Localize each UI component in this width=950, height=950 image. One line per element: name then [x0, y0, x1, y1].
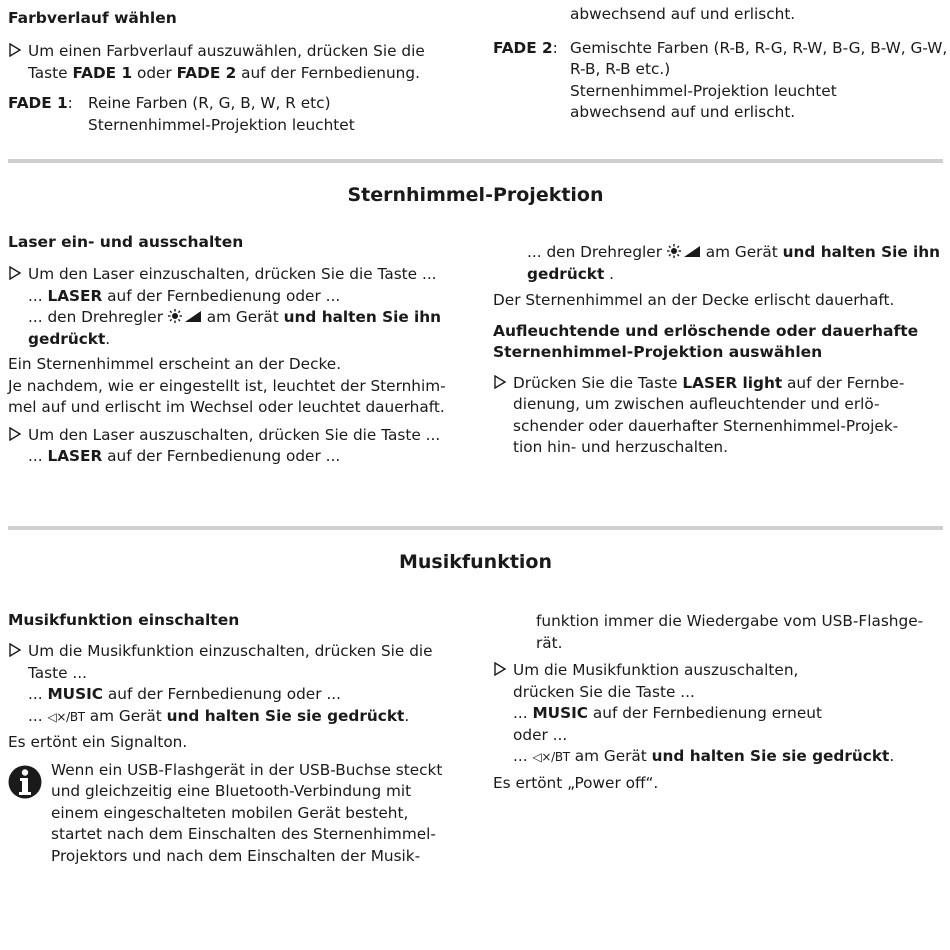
laser-mode-line-4: tion hin- und herzuschalten. — [513, 438, 728, 456]
laser-on-line-4: gedrückt. — [28, 329, 111, 348]
mute-bt-button-symbol: ◁×/BT — [47, 709, 85, 724]
bullet-triangle-icon — [8, 41, 28, 63]
laser-mode-line-2: dienung, um zwischen aufleuchtender und erlö- — [513, 395, 880, 413]
fade-heading: Farbverlauf wählen — [8, 9, 177, 27]
laser-paragraph-2: Je nachdem, wie er eingestellt ist, leuchtet der Sternhim- — [8, 376, 446, 395]
music-off-line-2: drücken Sie die Taste ... — [513, 682, 695, 701]
fade-column-right — [493, 4, 948, 124]
laser-column-left — [8, 232, 478, 468]
bullet-triangle-icon — [8, 264, 28, 286]
fade1-term: FADE 1: — [8, 94, 73, 112]
fade1-definition: FADE 1: Reine Farben (R, G, B, W, R etc) — [8, 93, 478, 115]
fade2-definition-line-4: abwechsend auf und erlischt. — [570, 103, 796, 121]
laser-off-line-4: gedrückt . — [527, 264, 614, 283]
bullet-triangle-icon — [493, 660, 513, 682]
section-divider — [8, 526, 943, 530]
fade2-definition-line-2: R-B, R-B etc.) — [570, 60, 671, 78]
fade1-definition-line-2: Sternenhimmel-Projektion leuchtet — [88, 115, 355, 134]
mute-bt-button-symbol: ◁×/BT — [532, 750, 570, 764]
music-off-line-3: ... MUSIC auf der Fernbedienung erneut — [513, 704, 822, 722]
laser-column-right — [493, 242, 943, 459]
info-line-4: startet nach dem Einschalten des Sternenhimmel- — [51, 825, 436, 843]
info-line-7: rät. — [536, 633, 563, 652]
music-on-line-2: Taste ... — [28, 663, 88, 682]
info-line-5: Projektors und nach dem Einschalten der Musik- — [51, 846, 421, 865]
music-on-line-1: Um die Musikfunktion einzuschalten, drücken Sie die — [8, 641, 478, 663]
music-on-line-4: ... ◁×/BT am Gerät und halten Sie sie gedrückt. — [28, 706, 410, 725]
laser-off-line-3: ... den Drehregler am Gerät und halten Sie ihn — [527, 243, 941, 261]
music-off-line-1: Um die Musikfunktion auszuschalten, — [493, 660, 943, 682]
laser-mode-line-1: Drücken Sie die Taste LASER light auf der Fernbe- — [493, 373, 943, 395]
fade2-term: FADE 2: — [493, 38, 558, 57]
info-note — [8, 760, 478, 868]
laser-heading: Laser ein- und ausschalten — [8, 233, 244, 251]
music-column-right — [493, 611, 943, 794]
info-icon — [8, 763, 42, 801]
fade-instruction-line-1: Um einen Farbverlauf auszuwählen, drücken Sie die — [8, 41, 478, 63]
laser-off-paragraph: Der Sternenhimmel an der Decke erlischt dauerhaft. — [493, 291, 895, 309]
bullet-triangle-icon — [8, 641, 28, 663]
info-line-1: Wenn ein USB-Flashgerät in der USB-Buchse steckt — [51, 760, 443, 779]
laser-paragraph-1: Ein Sternenhimmel erscheint an der Decke. — [8, 355, 342, 373]
fade2-definition: FADE 2: Gemischte Farben (R-B, R-G, R-W, B-G, B-W, G-W, — [493, 38, 943, 60]
brightness-knob-icon — [667, 243, 701, 261]
laser-on-line-2: ... LASER auf der Fernbedienung oder ... — [28, 286, 341, 305]
laser-mode-line-3: schender oder dauerhafter Sternenhimmel-Projek- — [513, 416, 899, 435]
bullet-triangle-icon — [8, 425, 28, 447]
music-heading: Musikfunktion einschalten — [8, 611, 240, 629]
fade-instruction-line-2: Taste FADE 1 oder FADE 2 auf der Fernbedienung. — [28, 63, 420, 82]
brightness-knob-icon — [168, 308, 202, 326]
laser-paragraph-3: mel auf und erlischt im Wechsel oder leuchtet dauerhaft. — [8, 398, 445, 416]
laser-off-line-1: Um den Laser auszuschalten, drücken Sie die Taste ... — [8, 425, 478, 447]
bullet-triangle-icon — [493, 373, 513, 395]
section-title-laser: Sternhimmel-Projektion — [347, 184, 604, 206]
music-off-line-4: oder ... — [513, 725, 568, 744]
music-off-paragraph: Es ertönt „Power off“. — [493, 773, 659, 792]
fade1-continued: abwechsend auf und erlischt. — [570, 5, 796, 23]
music-on-line-3: ... MUSIC auf der Fernbedienung oder ... — [28, 685, 341, 703]
music-column-left — [8, 610, 478, 868]
fade2-definition-line-3: Sternenhimmel-Projektion leuchtet — [570, 81, 837, 100]
laser-on-line-3: ... den Drehregler am Gerät und halten Sie ihn — [28, 308, 442, 326]
music-paragraph: Es ertönt ein Signalton. — [8, 733, 188, 751]
music-off-line-5: ... ◁×/BT am Gerät und halten Sie sie gedrückt. — [513, 747, 895, 765]
fade-column-left — [8, 8, 478, 136]
section-title-music: Musikfunktion — [398, 551, 553, 573]
info-line-2: und gleichzeitig eine Bluetooth-Verbindung mit — [51, 782, 412, 800]
section-divider — [8, 159, 943, 163]
laser-mode-heading-line-1: Aufleuchtende und erlöschende oder dauerhafte — [493, 321, 919, 340]
laser-on-line-1: Um den Laser einzuschalten, drücken Sie die Taste ... — [8, 264, 478, 286]
laser-mode-heading-line-2: Sternenhimmel-Projektion auswählen — [493, 342, 823, 361]
laser-off-line-2: ... LASER auf der Fernbedienung oder ... — [28, 447, 341, 465]
info-line-3: einem eingeschalteten mobilen Gerät besteht, — [51, 803, 409, 822]
info-line-6: funktion immer die Wiedergabe vom USB-Flashge- — [536, 612, 924, 630]
